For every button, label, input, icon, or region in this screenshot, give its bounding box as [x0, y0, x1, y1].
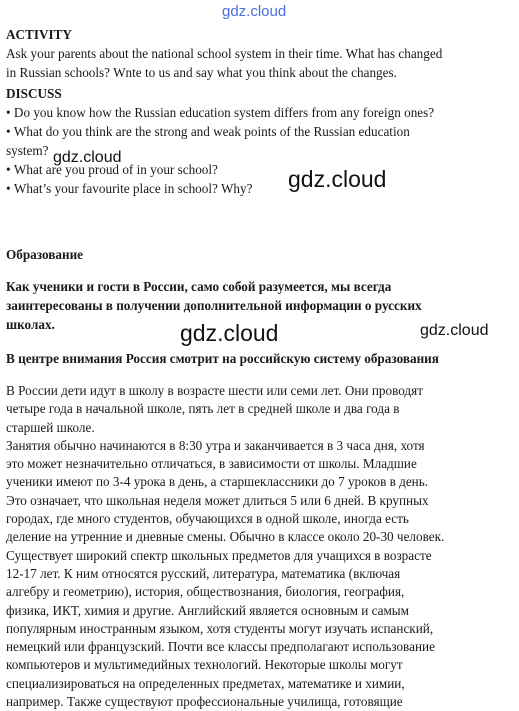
ru-body-line: четыре года в начальной школе, пять лет в средней школе и два года в: [6, 401, 400, 417]
watermark-mid-left: gdz.cloud: [53, 149, 122, 166]
ru-body-line: деление на утренние и дневные смены. Обычно в классе около 20-30 человек.: [6, 529, 445, 545]
ru-body-line: городах, где много студентов, обучающихся в одной школе, иногда есть: [6, 511, 409, 527]
ru-subheading-block: [6, 349, 514, 368]
ru-body-line: 12-17 лет. К ним относятся русский, литература, математика (включая: [6, 565, 401, 581]
ru-body-line: это может незначительно отличаться, в зависимости от школы. Младшие: [6, 456, 417, 472]
ru-body-line: специализироваться на определенных предметах, математике и химии,: [6, 675, 405, 691]
discuss-bullet: • What are you proud of in your school?: [6, 160, 514, 179]
ru-intro-line: заинтересованы в получении дополнительной информации о русских: [6, 298, 422, 313]
ru-title: Образование: [6, 247, 84, 262]
ru-body-line: алгебру и геометрию), история, обществознания, биология, география,: [6, 584, 405, 600]
ru-body-line: Существует широкий спектр школьных предметов для учащихся в возрасте: [6, 547, 432, 563]
discuss-heading: DISCUSS: [6, 86, 62, 101]
ru-body-line: В России дети идут в школу в возрасте шести или семи лет. Они проводят: [6, 383, 423, 398]
watermark-center: gdz.cloud: [180, 320, 279, 346]
discuss-bullet-continuation: system?: [6, 143, 49, 158]
ru-body-line: немецкий или французский. Почти все классы предполагают использование: [6, 639, 435, 655]
ru-body-line: Это означает, что школьная неделя может длиться 5 или 6 дней. В крупных: [6, 492, 429, 508]
activity-heading: ACTIVITY: [6, 27, 72, 42]
ru-title-block: [6, 245, 514, 264]
activity-line: in Russian schools? Wnte to us and say what you think about the changes.: [6, 65, 397, 80]
activity-section: [6, 25, 514, 82]
discuss-bullet: • What do you think are the strong and weak points of the Russian education: [6, 122, 514, 141]
ru-intro-line: Как ученики и гости в России, само собой разумеется, мы всегда: [6, 279, 392, 294]
ru-body-line: физика, ИКТ, химия и другие. Английский является основным и самым: [6, 602, 410, 618]
watermark-right-small: gdz.cloud: [420, 322, 489, 339]
ru-body-line: Занятия обычно начинаются в 8:30 утра и заканчивается в 3 часа дня, хотя: [6, 437, 425, 453]
watermark-top: gdz.cloud: [222, 3, 287, 20]
ru-body: [6, 382, 514, 711]
activity-line: Ask your parents about the national school system in their time. What has changed: [6, 46, 443, 61]
watermark-mid-right: gdz.cloud: [288, 166, 387, 192]
ru-body-line: старшей школе.: [6, 419, 95, 435]
ru-subheading: В центре внимания Россия смотрит на российскую систему образования: [6, 351, 439, 366]
ru-body-line: например. Также существуют профессиональные училища, готовящие: [6, 694, 403, 710]
ru-body-line: популярным иностранным языком, хотя студенты могут изучать испанский,: [6, 620, 434, 636]
ru-body-line: ученики имеют по 3-4 урока в день, а старшеклассники до 7 уроков в день.: [6, 474, 429, 490]
discuss-section: [6, 84, 514, 198]
discuss-bullet: • What’s your favourite place in school? Why?: [6, 179, 514, 198]
discuss-bullet: • Do you know how the Russian education system differs from any foreign ones?: [6, 103, 514, 122]
ru-body-line: компьютеров и мультимедийных технологий. Некоторые школы могут: [6, 657, 403, 673]
ru-intro-line: школах.: [6, 317, 55, 332]
